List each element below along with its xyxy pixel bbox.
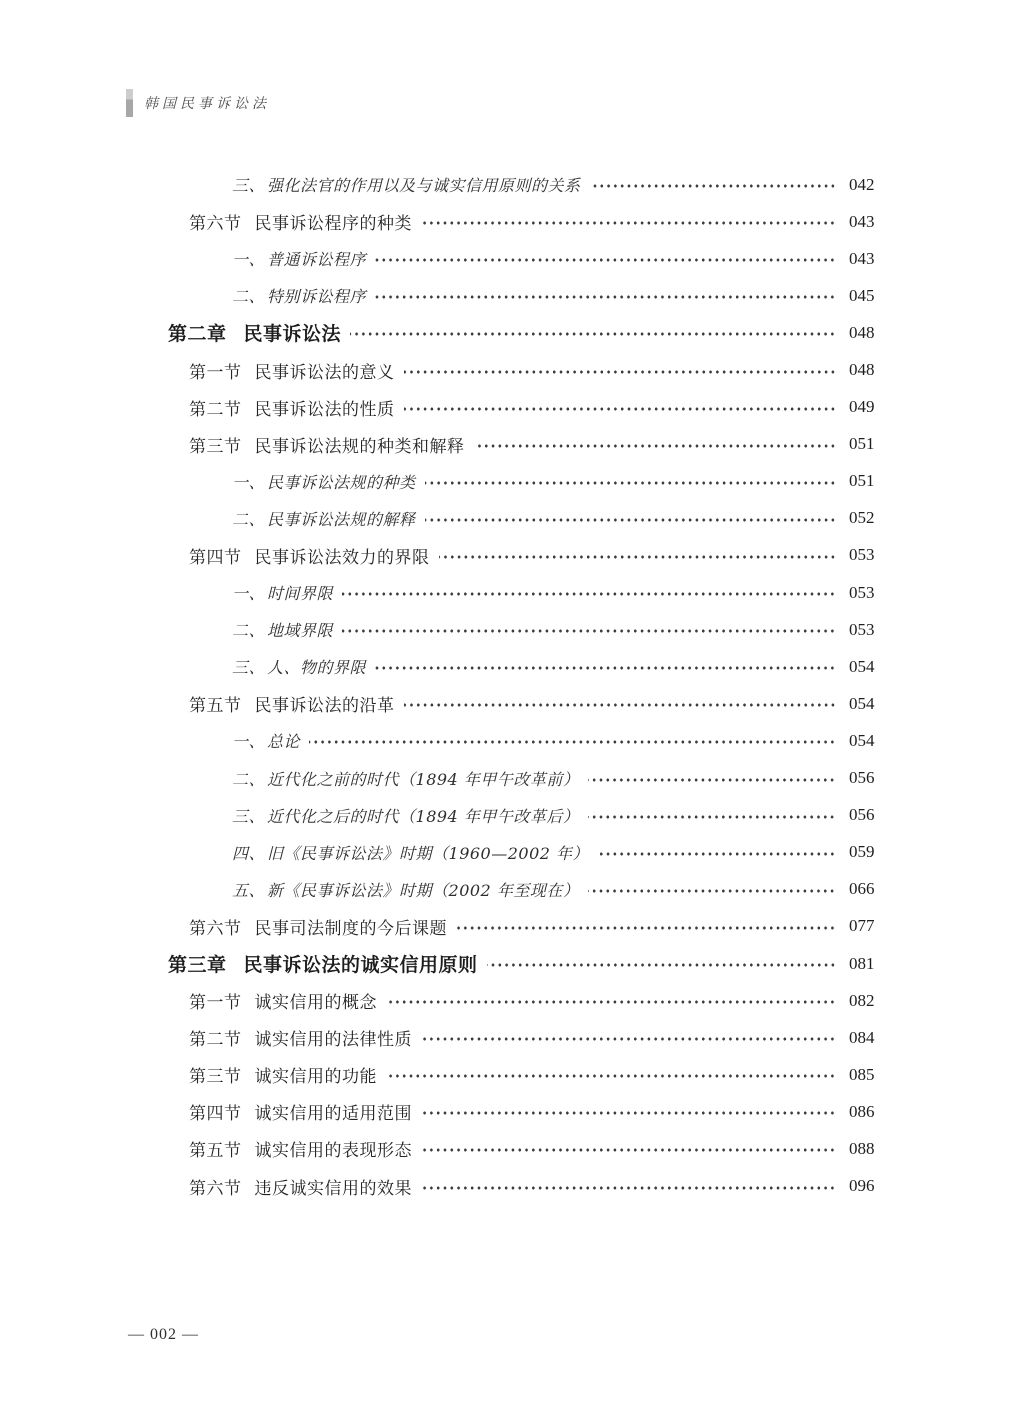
toc-entry-page-number: 049 bbox=[849, 397, 875, 417]
toc-entry-page-number: 088 bbox=[849, 1138, 875, 1158]
toc-entry-prefix: 第三节 bbox=[189, 1067, 242, 1087]
toc-entry-prefix: 第四节 bbox=[189, 547, 242, 567]
toc-entry-prefix: 四、 bbox=[232, 843, 266, 863]
toc-entry-prefix: 第六节 bbox=[189, 1178, 242, 1198]
toc-entry-page-number: 043 bbox=[849, 248, 875, 268]
toc-entry bbox=[0, 760, 1024, 797]
dot-leader bbox=[588, 885, 837, 897]
toc-entry bbox=[0, 1093, 1024, 1130]
toc-entry bbox=[0, 908, 1024, 945]
toc-entry-title: 诚实信用的功能 bbox=[254, 1067, 377, 1087]
toc-entry-prefix: 第五节 bbox=[189, 696, 242, 716]
toc-entry-title: 近代化之前的时代（1894 年甲午改革前） bbox=[267, 769, 580, 789]
toc-entry-title: 总论 bbox=[267, 732, 301, 752]
toc-entry-page-number: 085 bbox=[849, 1064, 875, 1084]
toc-entry-title: 民事司法制度的今后课题 bbox=[254, 918, 447, 938]
toc-entry-page-number: 082 bbox=[849, 990, 875, 1010]
toc-entry bbox=[0, 611, 1024, 648]
dot-leader bbox=[386, 996, 837, 1008]
dot-leader bbox=[421, 1182, 837, 1194]
toc-entry-title: 民事诉讼法的沿革 bbox=[254, 696, 395, 716]
toc-entry-page-number: 045 bbox=[849, 285, 875, 305]
toc-entry-title: 民事诉讼程序的种类 bbox=[254, 214, 412, 234]
book-title: 韩国民事诉讼法 bbox=[144, 96, 270, 112]
toc-entry-prefix: 一、 bbox=[232, 472, 266, 492]
dot-leader bbox=[425, 477, 837, 489]
toc-entry-page-number: 048 bbox=[849, 322, 875, 342]
toc-entry bbox=[0, 277, 1024, 314]
toc-entry-title: 特别诉讼程序 bbox=[267, 287, 367, 307]
toc-entry-prefix: 第五节 bbox=[189, 1141, 242, 1161]
toc-entry-page-number: 077 bbox=[849, 916, 875, 936]
toc-entry bbox=[0, 166, 1024, 203]
toc-entry-prefix: 二、 bbox=[232, 287, 266, 307]
toc-entry-prefix: 一、 bbox=[232, 732, 266, 752]
toc-entry-title: 新《民事诉讼法》时期（2002 年至现在） bbox=[267, 880, 580, 900]
toc-entry bbox=[0, 351, 1024, 388]
dot-leader bbox=[425, 514, 837, 526]
toc-entry-prefix: 三、 bbox=[232, 806, 266, 826]
dot-leader bbox=[588, 774, 837, 786]
toc-entry-title: 旧《民事诉讼法》时期（1960—2002 年） bbox=[267, 843, 590, 863]
header-accent-bar-icon bbox=[126, 89, 133, 117]
toc-entry-page-number: 086 bbox=[849, 1101, 875, 1121]
toc-entry-prefix: 第一节 bbox=[189, 993, 242, 1013]
toc-entry-title: 诚实信用的表现形态 bbox=[254, 1141, 412, 1161]
dot-leader bbox=[375, 291, 837, 303]
toc-entry bbox=[0, 945, 1024, 982]
toc-entry bbox=[0, 834, 1024, 871]
toc-entry-prefix: 二、 bbox=[232, 621, 266, 641]
toc-entry-prefix: 第六节 bbox=[189, 214, 242, 234]
toc-entry-title: 时间界限 bbox=[267, 584, 334, 604]
toc-entry-page-number: 054 bbox=[849, 656, 875, 676]
toc-entry-page-number: 081 bbox=[849, 953, 875, 973]
toc-entry bbox=[0, 389, 1024, 426]
toc-entry bbox=[0, 1130, 1024, 1167]
toc-entry-page-number: 054 bbox=[849, 693, 875, 713]
toc-entry-title: 诚实信用的概念 bbox=[254, 993, 377, 1013]
dot-leader bbox=[590, 180, 837, 192]
toc-entry-prefix: 第三节 bbox=[189, 436, 242, 456]
toc-entry bbox=[0, 871, 1024, 908]
toc-entry-title: 民事诉讼法的性质 bbox=[254, 399, 395, 419]
toc-entry-title: 民事诉讼法的意义 bbox=[254, 362, 395, 382]
toc-entry-page-number: 056 bbox=[849, 805, 875, 825]
toc-entry-title: 民事诉讼法 bbox=[243, 324, 342, 346]
toc-entry-title: 强化法官的作用以及与诚实信用原则的关系 bbox=[267, 176, 581, 196]
dot-leader bbox=[487, 959, 837, 971]
dot-leader bbox=[404, 699, 838, 711]
toc-entry-page-number: 054 bbox=[849, 730, 875, 750]
toc-entry bbox=[0, 574, 1024, 611]
toc-entry-title: 民事诉讼法效力的界限 bbox=[254, 547, 430, 567]
dot-leader bbox=[421, 217, 837, 229]
toc-entry-prefix: 五、 bbox=[232, 880, 266, 900]
dot-leader bbox=[375, 254, 837, 266]
dot-leader bbox=[309, 736, 837, 748]
toc-entry bbox=[0, 500, 1024, 537]
toc-entry bbox=[0, 722, 1024, 759]
dot-leader bbox=[421, 1033, 837, 1045]
dot-leader bbox=[439, 551, 838, 563]
toc-entry bbox=[0, 463, 1024, 500]
toc-entry-title: 民事诉讼法规的种类 bbox=[267, 472, 416, 492]
dot-leader bbox=[474, 440, 838, 452]
table-of-contents bbox=[0, 166, 1024, 1205]
toc-entry-prefix: 三、 bbox=[232, 176, 266, 196]
toc-entry-prefix: 第六节 bbox=[189, 918, 242, 938]
dot-leader bbox=[598, 848, 837, 860]
dot-leader bbox=[421, 1144, 837, 1156]
toc-entry-page-number: 059 bbox=[849, 842, 875, 862]
toc-entry-prefix: 二、 bbox=[232, 509, 266, 529]
toc-entry bbox=[0, 982, 1024, 1019]
toc-entry-title: 诚实信用的适用范围 bbox=[254, 1104, 412, 1124]
dot-leader bbox=[421, 1107, 837, 1119]
dot-leader bbox=[342, 588, 837, 600]
toc-entry-page-number: 051 bbox=[849, 471, 875, 491]
toc-entry-page-number: 056 bbox=[849, 768, 875, 788]
toc-entry-page-number: 043 bbox=[849, 211, 875, 231]
toc-entry bbox=[0, 1056, 1024, 1093]
toc-entry-prefix: 第二章 bbox=[168, 324, 227, 346]
toc-entry bbox=[0, 240, 1024, 277]
toc-entry bbox=[0, 426, 1024, 463]
toc-entry bbox=[0, 685, 1024, 722]
toc-entry-prefix: 一、 bbox=[232, 250, 266, 270]
dot-leader bbox=[456, 922, 837, 934]
toc-entry-title: 诚实信用的法律性质 bbox=[254, 1030, 412, 1050]
toc-entry-title: 违反诚实信用的效果 bbox=[254, 1178, 412, 1198]
toc-entry-prefix: 三、 bbox=[232, 658, 266, 678]
toc-entry-page-number: 042 bbox=[849, 174, 875, 194]
toc-entry-title: 普通诉讼程序 bbox=[267, 250, 367, 270]
dot-leader bbox=[350, 328, 837, 340]
toc-entry-page-number: 048 bbox=[849, 360, 875, 380]
toc-entry-page-number: 052 bbox=[849, 508, 875, 528]
toc-entry-page-number: 053 bbox=[849, 545, 875, 565]
running-header bbox=[126, 89, 270, 117]
toc-entry-title: 民事诉讼法规的种类和解释 bbox=[254, 436, 465, 456]
toc-entry-title: 民事诉讼法规的解释 bbox=[267, 509, 416, 529]
toc-entry bbox=[0, 1019, 1024, 1056]
toc-entry bbox=[0, 797, 1024, 834]
toc-entry-title: 人、物的界限 bbox=[267, 658, 367, 678]
toc-entry-prefix: 二、 bbox=[232, 769, 266, 789]
toc-entry-page-number: 051 bbox=[849, 434, 875, 454]
toc-entry bbox=[0, 648, 1024, 685]
toc-entry-page-number: 066 bbox=[849, 879, 875, 899]
page-footer: — 002 — bbox=[128, 1326, 199, 1343]
toc-entry-title: 地域界限 bbox=[267, 621, 334, 641]
dot-leader bbox=[588, 811, 837, 823]
dot-leader bbox=[375, 662, 837, 674]
toc-entry-page-number: 053 bbox=[849, 582, 875, 602]
toc-entry-prefix: 第二节 bbox=[189, 1030, 242, 1050]
toc-entry-page-number: 053 bbox=[849, 619, 875, 639]
toc-entry-page-number: 084 bbox=[849, 1027, 875, 1047]
toc-entry-page-number: 096 bbox=[849, 1176, 875, 1196]
toc-entry-prefix: 一、 bbox=[232, 584, 266, 604]
toc-entry-prefix: 第二节 bbox=[189, 399, 242, 419]
toc-entry-prefix: 第四节 bbox=[189, 1104, 242, 1124]
dot-leader bbox=[386, 1070, 837, 1082]
dot-leader bbox=[404, 403, 838, 415]
toc-entry bbox=[0, 203, 1024, 240]
toc-entry-prefix: 第三章 bbox=[168, 955, 227, 977]
toc-entry bbox=[0, 1168, 1024, 1205]
toc-entry bbox=[0, 314, 1024, 351]
dot-leader bbox=[404, 366, 838, 378]
toc-entry bbox=[0, 537, 1024, 574]
toc-entry-title: 近代化之后的时代（1894 年甲午改革后） bbox=[267, 806, 580, 826]
toc-entry-title: 民事诉讼法的诚实信用原则 bbox=[243, 955, 478, 977]
dot-leader bbox=[342, 625, 837, 637]
toc-entry-prefix: 第一节 bbox=[189, 362, 242, 382]
